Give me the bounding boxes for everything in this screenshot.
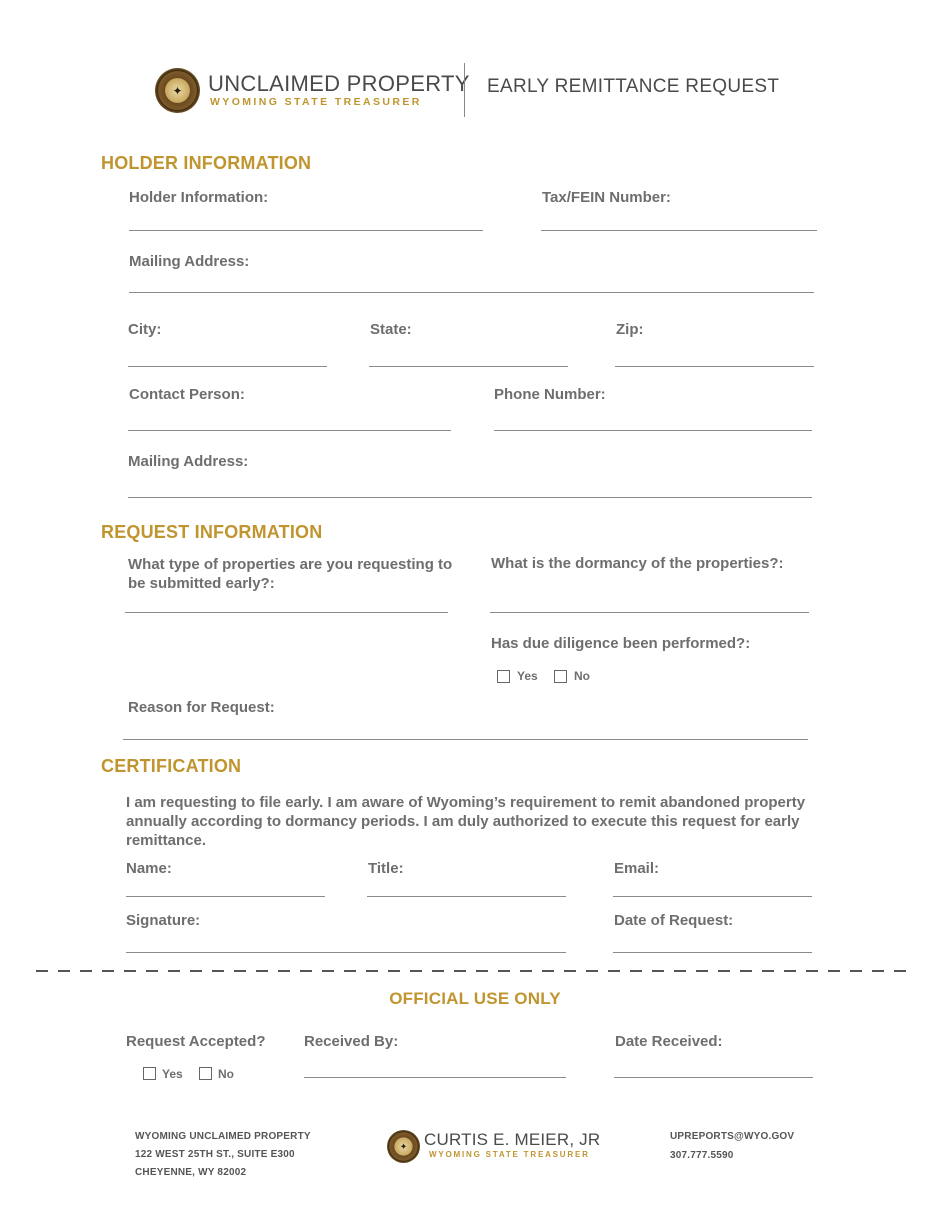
city-field[interactable] [128, 366, 327, 367]
footer-org-line2: 122 WEST 25TH ST., SUITE E300 [135, 1149, 295, 1160]
request-accepted-label: Request Accepted? [126, 1033, 266, 1050]
tax-fein-field[interactable] [541, 230, 817, 231]
certification-statement: I am requesting to file early. I am aware of Wyoming’s requirement to remit abandoned property annually according to dormancy periods. I am duly authorized to execute this request for early remittance. [126, 794, 806, 849]
state-field[interactable] [369, 366, 568, 367]
zip-label: Zip: [616, 321, 644, 338]
footer-org-line1: WYOMING UNCLAIMED PROPERTY [135, 1131, 311, 1142]
holder-information-label: Holder Information: [129, 189, 269, 206]
state-label: State: [370, 321, 412, 338]
signature-field[interactable] [126, 952, 566, 953]
property-type-field[interactable] [125, 612, 448, 613]
due-diligence-yes-checkbox[interactable] [497, 670, 510, 683]
email-label: Email: [614, 860, 660, 877]
signature-label: Signature: [126, 912, 201, 929]
zip-field[interactable] [615, 366, 814, 367]
request-accepted-no-checkbox[interactable] [199, 1067, 212, 1080]
certification-section-heading: CERTIFICATION [101, 756, 242, 776]
property-type-question: What type of properties are you requesting to be submitted early?: [128, 556, 453, 592]
mailing-address-label: Mailing Address: [129, 253, 250, 270]
request-accepted-yes-checkbox[interactable] [143, 1067, 156, 1080]
logo-title: UNCLAIMED PROPERTY [208, 71, 470, 96]
footer-phone: 307.777.5590 [670, 1150, 734, 1161]
wyoming-seal-icon: ✦ [155, 68, 200, 113]
email-field[interactable] [613, 896, 812, 897]
logo-subtitle: WYOMING STATE TREASURER [210, 96, 422, 108]
date-received-field[interactable] [614, 1077, 813, 1078]
treasurer-title: WYOMING STATE TREASURER [429, 1150, 590, 1159]
holder-section-heading: HOLDER INFORMATION [101, 153, 312, 173]
mailing-address-2-label: Mailing Address: [128, 453, 249, 470]
footer-email[interactable]: UPREPORTS@WYO.GOV [670, 1131, 795, 1142]
contact-person-field[interactable] [128, 430, 451, 431]
name-label: Name: [126, 860, 172, 877]
holder-information-field[interactable] [129, 230, 483, 231]
footer-org-line3: CHEYENNE, WY 82002 [135, 1167, 247, 1178]
footer-seal-icon: ✦ [387, 1130, 420, 1163]
mailing-address-field[interactable] [129, 292, 814, 293]
request-accepted-yes-label: Yes [162, 1067, 183, 1081]
due-diligence-question: Has due diligence been performed?: [491, 635, 751, 652]
dormancy-field[interactable] [490, 612, 809, 613]
reason-label: Reason for Request: [128, 699, 275, 716]
tax-fein-label: Tax/FEIN Number: [542, 189, 671, 206]
due-diligence-yes-label: Yes [517, 669, 538, 683]
dormancy-question: What is the dormancy of the properties?: [491, 555, 784, 572]
due-diligence-no-label: No [574, 669, 590, 683]
contact-person-label: Contact Person: [129, 386, 245, 403]
cut-line-divider [36, 970, 914, 972]
received-by-field[interactable] [304, 1077, 566, 1078]
official-use-heading: OFFICIAL USE ONLY [389, 989, 561, 1008]
phone-number-field[interactable] [494, 430, 812, 431]
request-accepted-no-label: No [218, 1067, 234, 1081]
header-divider [464, 63, 465, 117]
reason-field[interactable] [123, 739, 808, 740]
mailing-address-2-field[interactable] [128, 497, 812, 498]
form-title: EARLY REMITTANCE REQUEST [487, 76, 780, 97]
title-field[interactable] [367, 896, 566, 897]
request-section-heading: REQUEST INFORMATION [101, 522, 323, 542]
received-by-label: Received By: [304, 1033, 399, 1050]
due-diligence-no-checkbox[interactable] [554, 670, 567, 683]
date-received-label: Date Received: [615, 1033, 723, 1050]
phone-number-label: Phone Number: [494, 386, 606, 403]
date-of-request-label: Date of Request: [614, 912, 734, 929]
name-field[interactable] [126, 896, 325, 897]
city-label: City: [128, 321, 162, 338]
date-of-request-field[interactable] [613, 952, 812, 953]
title-label: Title: [368, 860, 404, 877]
treasurer-name: CURTIS E. MEIER, JR [424, 1130, 601, 1149]
